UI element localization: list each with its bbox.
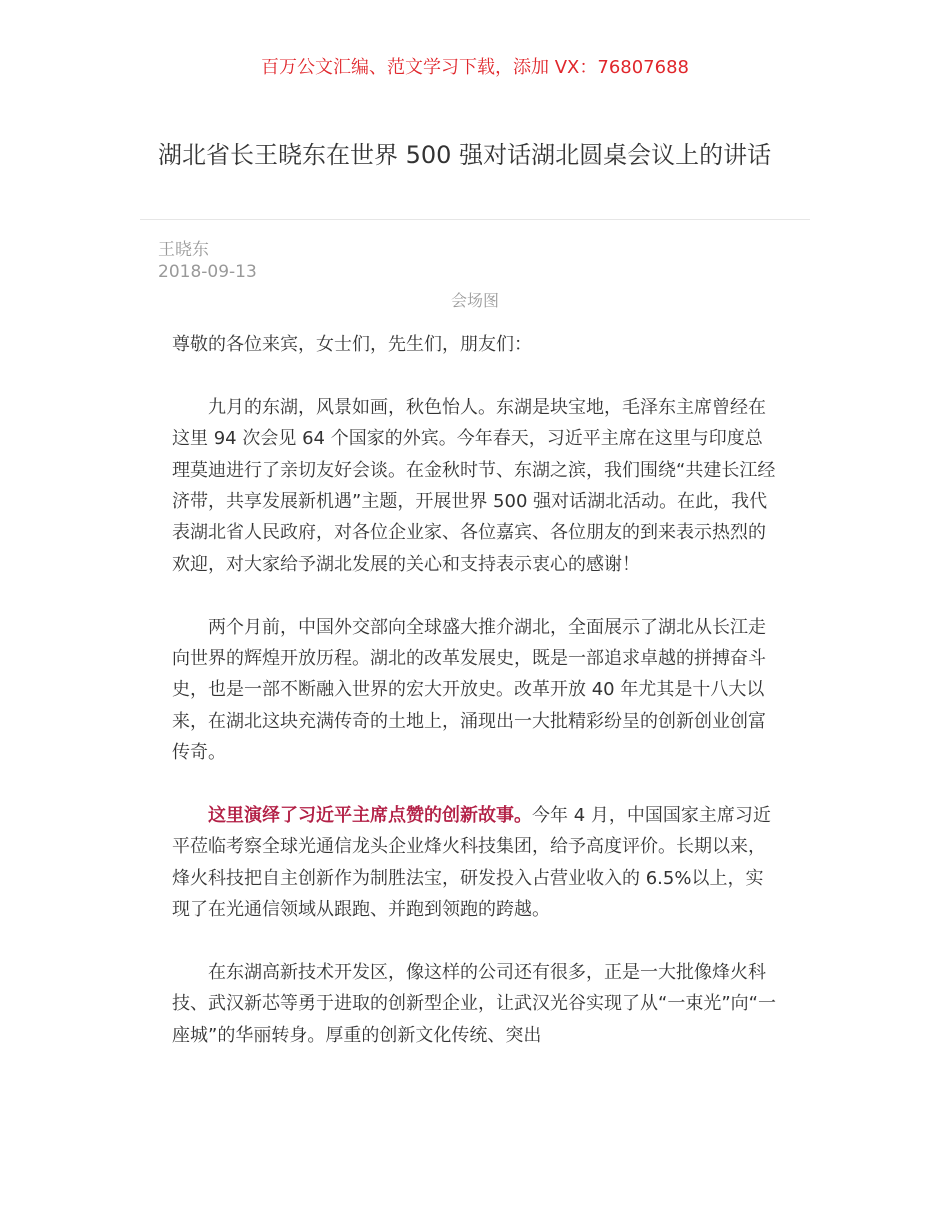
- paragraph: 九月的东湖，风景如画，秋色怡人。东湖是块宝地，毛泽东主席曾经在这里 94 次会见 64 个国家的外宾。今年春天，习近平主席在这里与印度总理莫迪进行了亲切友好会谈。在金秋时节、东湖之滨，我们围绕“共建长江经济带，共享发展新机遇”主题，开展世界 500 强对话湖北活动。在此，我代表湖北省人民政府，对各位企业家、各位嘉宾、各位朋友的到来表示热烈的欢迎，对大家给予湖北发展的关心和支持表示衷心的感谢！: [172, 396, 776, 575]
- promo-banner: 百万公文汇编、范文学习下载，添加 VX：76807688: [261, 57, 689, 78]
- paragraph: 在东湖高新技术开发区，像这样的公司还有很多，正是一大批像烽火科技、武汉新芯等勇于进取的创新型企业，让武汉光谷实现了从“一束光”向“一座城”的华丽转身。厚重的创新文化传统、突出: [172, 962, 776, 1046]
- article-date: 2018-09-13: [158, 262, 257, 282]
- title-divider: [140, 219, 810, 220]
- article-body: [172, 329, 778, 1083]
- highlight-paragraph: [172, 800, 778, 926]
- paragraph: 两个月前，中国外交部向全球盛大推介湖北，全面展示了湖北从长江走向世界的辉煌开放历程。湖北的改革发展史，既是一部追求卓越的拼搏奋斗史，也是一部不断融入世界的宏大开放史。改革开放 40 年尤其是十八大以来，在湖北这块充满传奇的土地上，涌现出一大批精彩纷呈的创新创业创富传奇。: [172, 616, 766, 764]
- article-author: 王晓东: [158, 240, 209, 260]
- article-title: 湖北省长王晓东在世界 500 强对话湖北圆桌会议上的讲话: [158, 141, 772, 169]
- image-caption: 会场图: [450, 291, 499, 310]
- salutation: 尊敬的各位来宾，女士们，先生们，朋友们：: [172, 334, 532, 355]
- highlight-text: 今年 4 月，中国国家主席习近平莅临考察全球光通信龙头企业烽火科技集团，给予高度评价。长期以来，烽火科技把自主创新作为制胜法宝，研发投入占营业收入的 6.5%以上，实现了在光通信领域从跟跑、并跑到领跑的跨越。: [172, 805, 771, 921]
- highlight-lead: 这里演绎了习近平主席点赞的创新故事。: [208, 805, 532, 827]
